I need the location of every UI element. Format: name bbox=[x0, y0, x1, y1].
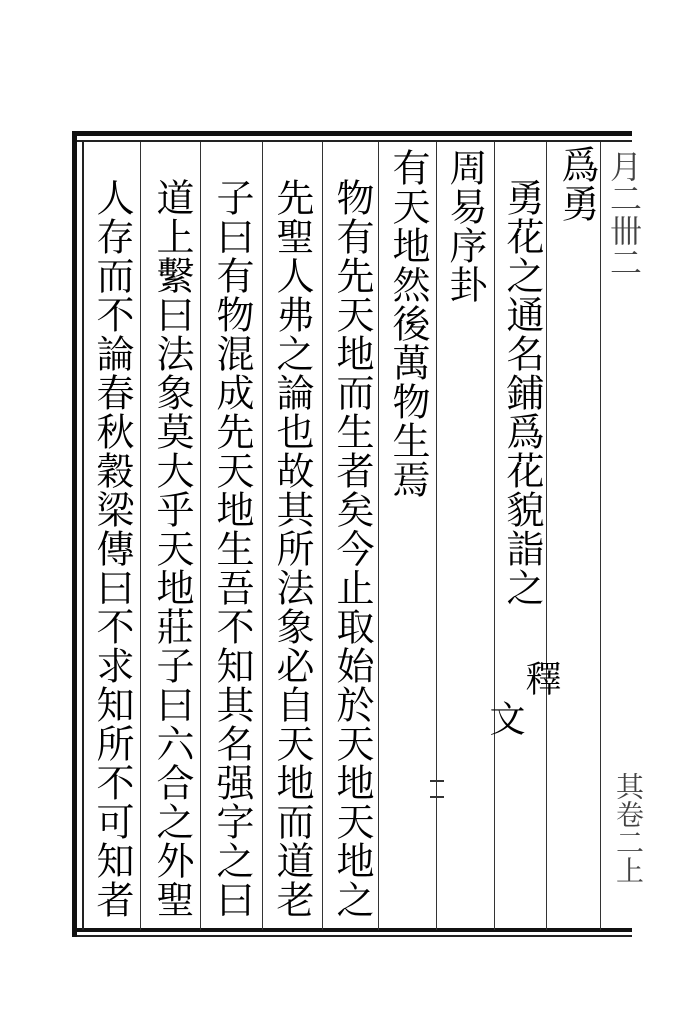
frame-left-inner-border bbox=[82, 140, 84, 930]
column-2-annotation-b: 文 bbox=[484, 700, 525, 736]
margin-top-marks: 月二卌二 bbox=[605, 150, 643, 278]
column-rule bbox=[600, 142, 601, 930]
column-rule bbox=[262, 142, 263, 930]
text-column-4: 有天地然後萬物生焉 bbox=[386, 148, 430, 499]
text-column-6: 先聖人弗之論也故其所法象必自天地而道老 bbox=[270, 178, 314, 919]
text-column-9: 人存而不論春秋穀梁傳曰不求知所不可知者 bbox=[90, 178, 134, 919]
text-column-8: 道上繫曰法象莫大乎天地莊子曰六合之外聖 bbox=[150, 178, 194, 919]
margin-bottom-marks: 其卷二上 bbox=[612, 772, 645, 884]
text-column-3: 周易序卦 bbox=[443, 148, 487, 304]
frame-left-border bbox=[72, 131, 77, 937]
text-column-7: 子曰有物混成先天地生吾不知其名强字之曰 bbox=[210, 178, 254, 919]
column-rule bbox=[200, 142, 201, 930]
margin-tick bbox=[430, 780, 444, 782]
text-column-2: 勇花之通名鋪爲花貌詣之 bbox=[500, 178, 544, 607]
column-2-annotation-a: 釋 bbox=[520, 660, 561, 696]
column-rule bbox=[140, 142, 141, 930]
margin-tick bbox=[430, 796, 444, 798]
frame-bottom-border bbox=[72, 928, 632, 932]
column-rule bbox=[378, 142, 379, 930]
column-rule bbox=[546, 142, 547, 930]
column-rule bbox=[322, 142, 323, 930]
frame-top-border bbox=[72, 131, 632, 136]
frame-bottom-inner-border bbox=[72, 935, 632, 937]
frame-top-inner-border bbox=[72, 140, 632, 142]
column-rule bbox=[436, 142, 437, 930]
column-rule bbox=[494, 142, 495, 930]
text-column-5: 物有先天地而生者矣今止取始於天地天地之 bbox=[330, 178, 374, 919]
text-column-1: 爲勇 bbox=[555, 145, 599, 223]
